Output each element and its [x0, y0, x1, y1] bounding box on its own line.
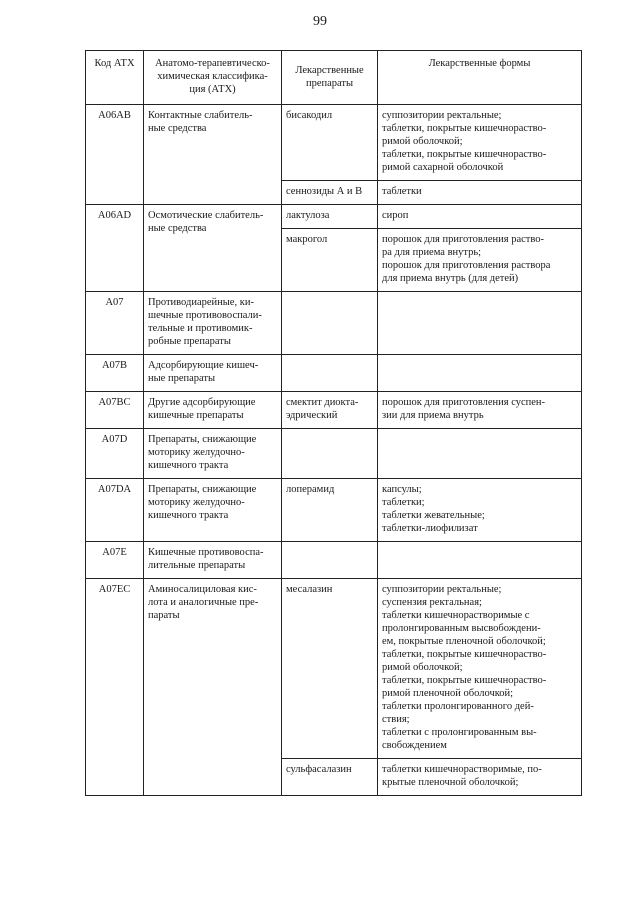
text-line: месалазин	[286, 584, 333, 595]
text-line: суспензия ректальная;	[382, 597, 482, 608]
text-line: крытые пленочной оболочкой;	[382, 777, 519, 788]
atx-class-cell	[144, 355, 282, 392]
atx-class-cell	[144, 579, 282, 796]
dosage-forms-cell	[378, 579, 582, 759]
text-line: таблетки, покрытые кишечнораство-	[382, 149, 547, 160]
text-line: макрогол	[286, 234, 328, 245]
text-line: смектит диокта-	[286, 397, 359, 408]
drug-cell	[282, 479, 378, 542]
text-line: таблетки, покрытые кишечнораство-	[382, 675, 547, 686]
header-code: Код АТХ	[86, 51, 144, 105]
dosage-forms-cell	[378, 292, 582, 355]
table-row	[86, 479, 582, 542]
text-line: тельные и противомик-	[148, 323, 253, 334]
text-line: сульфасалазин	[286, 764, 352, 775]
atx-code-cell: A07EC	[86, 579, 144, 796]
text-line: кишечного тракта	[148, 460, 229, 471]
text-line: зии для приема внутрь	[382, 410, 484, 421]
text-line: эдрический	[286, 410, 338, 421]
drug-cell	[282, 205, 378, 229]
table-row	[86, 579, 582, 759]
text-line: ра для приема внутрь;	[382, 247, 482, 258]
atx-code-cell: A06AD	[86, 205, 144, 292]
table-row	[86, 355, 582, 392]
text-line: Осмотические слабитель-	[148, 210, 264, 221]
text-line: капсулы;	[382, 484, 422, 495]
text-line: для приема внутрь (для детей)	[382, 273, 519, 284]
atx-class-cell	[144, 479, 282, 542]
table-row	[86, 429, 582, 479]
text-line: Анатомо-терапевтическо-	[155, 58, 270, 69]
text-line: Препараты, снижающие	[148, 434, 257, 445]
header-drug	[282, 51, 378, 105]
text-line: кишечного тракта	[148, 510, 229, 521]
atx-code-cell: A07E	[86, 542, 144, 579]
atx-class-cell	[144, 205, 282, 292]
text-line: сироп	[382, 210, 409, 221]
text-line: лительные препараты	[148, 560, 246, 571]
text-line: суппозитории ректальные;	[382, 584, 502, 595]
table-body	[86, 105, 582, 796]
header-forms: Лекарственные формы	[378, 51, 582, 105]
table-row	[86, 392, 582, 429]
atx-code-cell: A07D	[86, 429, 144, 479]
atx-class-cell	[144, 105, 282, 205]
atx-class-cell	[144, 292, 282, 355]
text-line: Лекарственные	[295, 64, 364, 76]
drug-cell	[282, 229, 378, 292]
text-line: Препараты, снижающие	[148, 484, 257, 495]
text-line: сеннозиды А и В	[286, 186, 363, 197]
text-line: кишечные препараты	[148, 410, 244, 421]
text-line: римой пленочной оболочкой;	[382, 688, 514, 699]
text-line: Другие адсорбирующие	[148, 397, 256, 408]
text-line: ные средства	[148, 123, 207, 134]
text-line: бисакодил	[286, 110, 333, 121]
text-line: шечные противовоспали-	[148, 310, 262, 321]
dosage-forms-cell	[378, 205, 582, 229]
table-header-row	[86, 51, 582, 105]
text-line: Аминосалициловая кис-	[148, 584, 257, 595]
text-line: ные средства	[148, 223, 207, 234]
dosage-forms-cell	[378, 355, 582, 392]
text-line: порошок для приготовления раствора	[382, 260, 551, 271]
dosage-forms-cell	[378, 479, 582, 542]
dosage-forms-cell	[378, 229, 582, 292]
drug-cell	[282, 759, 378, 796]
atx-code-cell: A07	[86, 292, 144, 355]
drug-cell	[282, 292, 378, 355]
dosage-forms-cell	[378, 542, 582, 579]
text-line: таблетки, покрытые кишечнораство-	[382, 123, 547, 134]
text-line: ция (АТХ)	[189, 84, 236, 95]
atx-class-cell	[144, 392, 282, 429]
text-line: препараты	[305, 77, 354, 89]
table-row	[86, 542, 582, 579]
text-line: таблетки кишечнорастворимые с	[382, 610, 530, 621]
text-line: моторику желудочно-	[148, 497, 245, 508]
text-line: свобождением	[382, 740, 447, 751]
atx-class-cell	[144, 429, 282, 479]
drug-cell	[282, 392, 378, 429]
text-line: Кишечные противовоспа-	[148, 547, 264, 558]
drug-cell	[282, 542, 378, 579]
text-line: таблетки, покрытые кишечнораство-	[382, 649, 547, 660]
text-line: лактулоза	[286, 210, 330, 221]
text-line: робные препараты	[148, 336, 231, 347]
dosage-forms-cell	[378, 105, 582, 181]
text-line: ем, покрытые пленочной оболочкой;	[382, 636, 546, 647]
dosage-forms-cell	[378, 759, 582, 796]
text-line: таблетки-лиофилизат	[382, 523, 478, 534]
text-line: Контактные слабитель-	[148, 110, 253, 121]
text-line: параты	[148, 610, 180, 621]
text-line: римой сахарной оболочкой	[382, 162, 504, 173]
drug-cell	[282, 355, 378, 392]
atx-code-cell: A07DA	[86, 479, 144, 542]
drug-cell	[282, 105, 378, 181]
text-line: пролонгированным высвобождени-	[382, 623, 541, 634]
dosage-forms-cell	[378, 429, 582, 479]
text-line: таблетки пролонгированного дей-	[382, 701, 534, 712]
atx-code-cell: A06AB	[86, 105, 144, 205]
text-line: лота и аналогичные пре-	[148, 597, 259, 608]
page-number: 99	[313, 14, 327, 29]
atx-table	[85, 50, 582, 796]
text-line: таблетки;	[382, 497, 425, 508]
text-line: таблетки кишечнорастворимые, по-	[382, 764, 542, 775]
atx-class-cell	[144, 542, 282, 579]
atx-code-cell: A07B	[86, 355, 144, 392]
drug-cell	[282, 429, 378, 479]
text-line: таблетки с пролонгированным вы-	[382, 727, 537, 738]
text-line: таблетки	[382, 186, 422, 197]
text-line: моторику желудочно-	[148, 447, 245, 458]
text-line: лоперамид	[286, 484, 335, 495]
header-class	[144, 51, 282, 105]
text-line: ствия;	[382, 714, 410, 725]
table-row	[86, 205, 582, 229]
dosage-forms-cell	[378, 392, 582, 429]
text-line: порошок для приготовления суспен-	[382, 397, 546, 408]
text-line: римой оболочкой;	[382, 662, 463, 673]
text-line: римой оболочкой;	[382, 136, 463, 147]
text-line: порошок для приготовления раство-	[382, 234, 545, 245]
text-line: ные препараты	[148, 373, 216, 384]
drug-cell	[282, 181, 378, 205]
table-row	[86, 105, 582, 181]
atx-code-cell: A07BC	[86, 392, 144, 429]
text-line: таблетки жевательные;	[382, 510, 485, 521]
text-line: химическая классифика-	[157, 71, 268, 82]
text-line: Противодиарейные, ки-	[148, 297, 254, 308]
dosage-forms-cell	[378, 181, 582, 205]
drug-cell	[282, 579, 378, 759]
text-line: Адсорбирующие кишеч-	[148, 360, 259, 371]
text-line: суппозитории ректальные;	[382, 110, 502, 121]
table-row	[86, 292, 582, 355]
